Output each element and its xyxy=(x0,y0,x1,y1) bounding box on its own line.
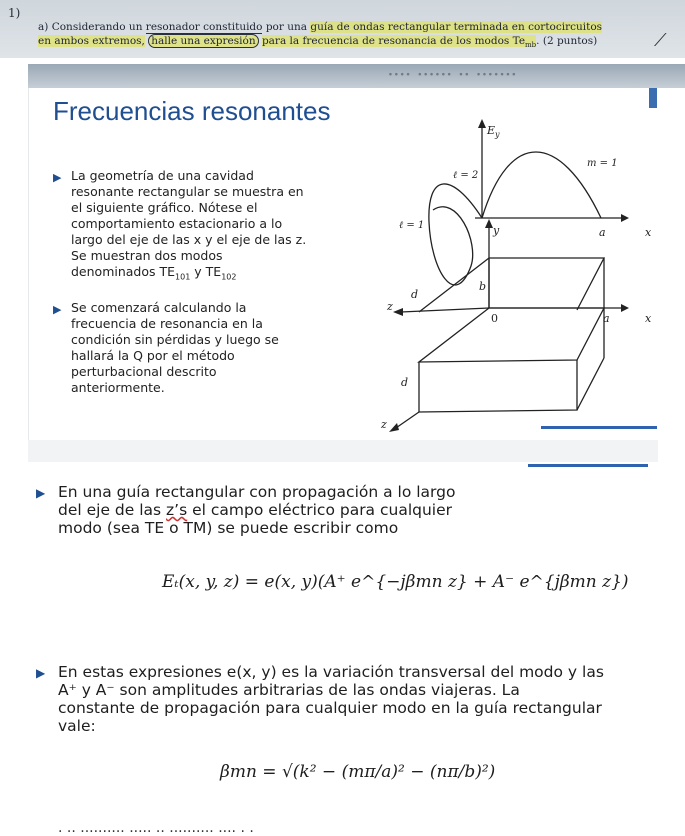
m-label: m = 1 xyxy=(587,158,618,169)
x-label-lower: x xyxy=(645,312,652,325)
item-label: a) xyxy=(38,21,49,33)
slide-top-accent xyxy=(528,464,648,467)
l2-label: ℓ = 2 xyxy=(453,170,479,181)
para2-line: En estas expresiones e(x, y) es la variación transversal del modo y las xyxy=(58,663,604,681)
beta-equation: βmn = √(k² − (mπ/a)² − (nπ/b)²) xyxy=(220,762,496,782)
slide-accent-bar xyxy=(649,88,657,108)
q-text-highlighted: para la frecuencia de resonancia de los modos Te xyxy=(261,35,526,47)
bullet-text-join: y TE xyxy=(190,264,222,279)
question-line-1 xyxy=(38,21,602,33)
bullet-triangle-icon: ▶ xyxy=(53,171,62,184)
bullet-triangle-icon: ▶ xyxy=(53,303,62,316)
box-edge xyxy=(577,358,604,410)
blurred-heading: ···· ······ ·· ······· xyxy=(388,67,518,83)
paragraph-variation xyxy=(58,663,656,735)
a-label-upper: a xyxy=(599,226,606,239)
paragraph-field xyxy=(58,483,618,537)
z-label-upper: z xyxy=(387,300,393,313)
arrow-icon xyxy=(485,219,493,228)
q-text-highlighted: guía de ondas rectangular terminada en cortocircuitos xyxy=(310,21,603,33)
para1-text: del eje de las xyxy=(58,501,162,519)
l1-label: ℓ = 1 xyxy=(399,220,425,231)
origin-label: 0 xyxy=(491,312,498,325)
slide-gap xyxy=(28,440,658,462)
q-text: por una xyxy=(265,21,308,33)
bullet-method: Se comenzará calculando la frecuencia de resonancia en la condición sin pérdidas y luego se hallará la Q por el método perturbacional descrito anteriormente. xyxy=(71,300,279,395)
cavity-figure xyxy=(359,110,659,432)
d-label-upper: d xyxy=(411,288,419,301)
y-label: y xyxy=(493,224,500,237)
para1-line xyxy=(58,501,618,519)
bullet-triangle-icon: ▶ xyxy=(36,666,46,680)
bullet-text: La geometría de una cavidad resonante rectangular se muestra en el siguiente gráfico. Nótese el comportamiento estacionario a lo largo del eje de las x y el eje de las z. Se muestran dos modos denominados TE xyxy=(71,168,307,279)
ey-label: $E_y$ xyxy=(487,124,500,139)
para2-line: vale: xyxy=(58,717,96,735)
cut-off-text: · ·· ·········· ····· ·· ·········· ···· · · xyxy=(58,824,254,836)
field-equation: Eₜ(x, y, z) = e(x, y)(A⁺ e^{−jβmn z} + A⁻ e^{jβmn z}) xyxy=(162,572,629,592)
para1-line: modo (sea TE o TM) se puede escribir como xyxy=(58,519,399,537)
bullet-triangle-icon: ▶ xyxy=(36,486,46,500)
z-label-lower: z xyxy=(381,418,387,431)
para2-line: A⁺ y A⁻ son amplitudes arbitrarias de las ondas viajeras. La xyxy=(58,681,520,699)
para1-text: el campo eléctrico para cualquier xyxy=(192,501,453,519)
box-front xyxy=(419,360,577,412)
arrow-icon xyxy=(478,119,486,128)
a-label-lower: a xyxy=(603,312,610,325)
slide-title: Frecuencias resonantes xyxy=(53,96,331,126)
q-text-highlighted: en ambos extremos, xyxy=(38,35,145,47)
q-subscript: mb xyxy=(525,41,537,50)
spellcheck-word: z’s xyxy=(166,501,188,519)
slide-bottom-accent xyxy=(541,426,657,429)
para1-line: En una guía rectangular con propagación a lo largo xyxy=(58,483,456,501)
arrow-icon xyxy=(389,423,399,432)
slide-resonant-frequencies xyxy=(28,88,659,440)
b-label: b xyxy=(479,280,487,293)
para2-line: constante de propagación para cualquier modo en la guía rectangular xyxy=(58,699,602,717)
q-text-underlined: resonador constituido xyxy=(145,21,263,33)
handwritten-mark-icon: ⟋ xyxy=(654,30,667,51)
te101-subscript: 101 xyxy=(175,272,191,282)
q-text-circled: halle una expresión xyxy=(148,34,258,48)
exam-question-strip xyxy=(0,0,685,58)
arrow-icon xyxy=(621,304,629,312)
box-top xyxy=(419,308,604,362)
slide-top-strip xyxy=(28,64,685,88)
question-number: 1) xyxy=(8,6,21,20)
arrow-icon xyxy=(393,308,403,316)
box-back xyxy=(489,258,604,310)
q-points: . (2 puntos) xyxy=(536,35,598,47)
q-text: Considerando un xyxy=(51,21,143,33)
z-axis-upper xyxy=(401,308,489,312)
te102-subscript: 102 xyxy=(221,272,237,282)
d-label-lower: d xyxy=(401,376,409,389)
question-line-2 xyxy=(38,35,597,49)
arrow-icon xyxy=(621,214,629,222)
mode-m1-curve xyxy=(482,152,601,218)
slide-propagation xyxy=(28,462,656,836)
bullet-geometry xyxy=(71,168,309,286)
x-label-upper: x xyxy=(645,226,652,239)
